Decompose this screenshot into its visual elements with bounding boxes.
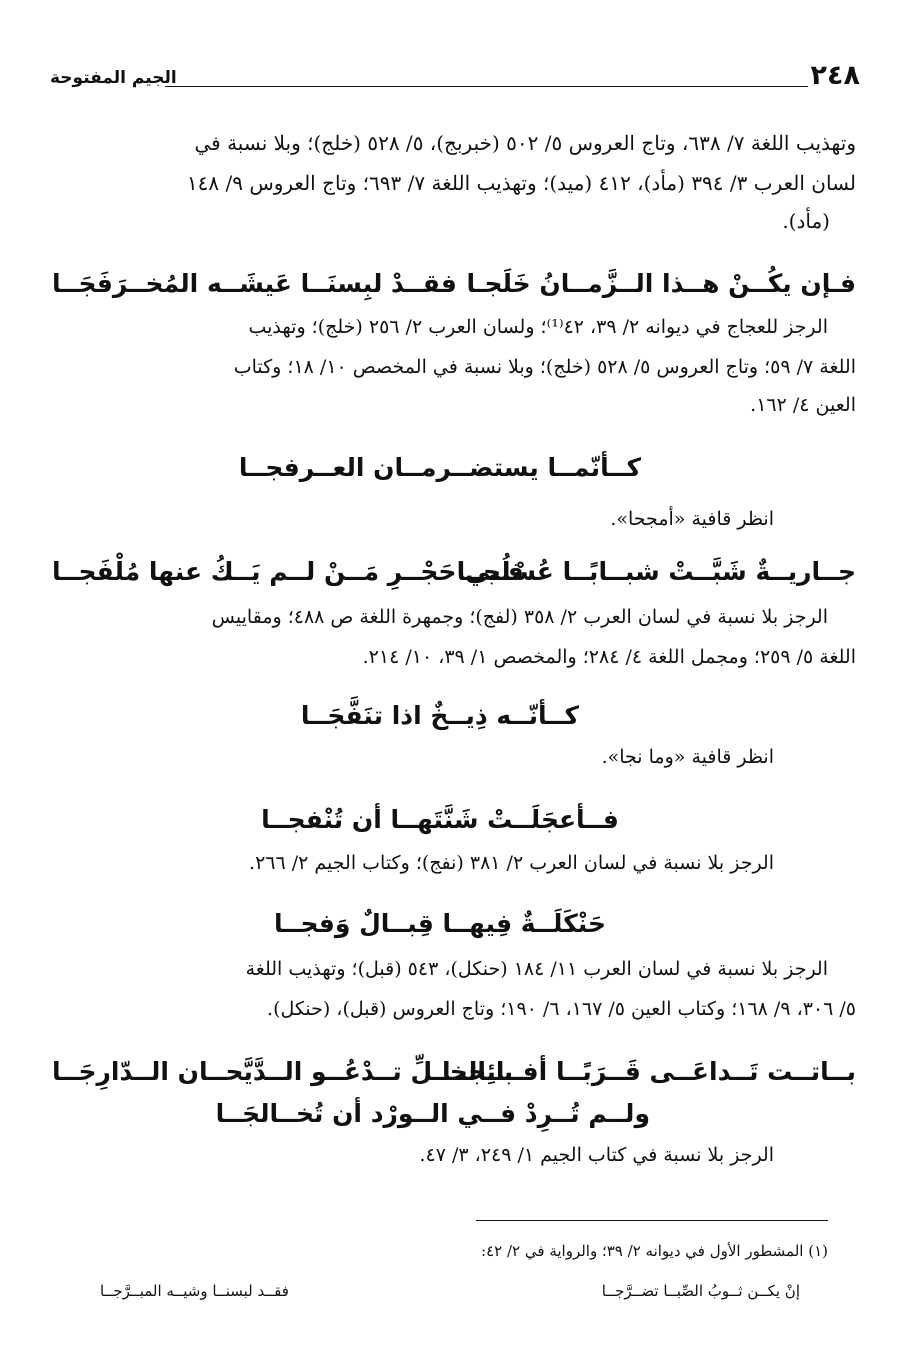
- footnote-text: (١) المشطور الأول في ديوانه ٢/ ٣٩؛ والرواية في ٢/ ٤٢:: [481, 1242, 828, 1260]
- verse-2: كــأنّمــا يستضــرمــان العــرفجــا: [238, 453, 642, 482]
- ref-7-line-1: الرجز بلا نسبة في كتاب الجيم ١/ ٢٤٩، ٣/ ٤٧.: [419, 1144, 774, 1166]
- ref-5-line-1: الرجز بلا نسبة في لسان العرب ٢/ ٣٨١ (نفج)؛ وكتاب الجيم ٢/ ٢٦٦.: [249, 852, 774, 874]
- verse-7-continuation: ولــم تُــرِدْ فــي الــورْد أن تُخــالجَــا: [215, 1099, 650, 1128]
- verse-1-second-hemistich: فقــدْ لبِسنَــا عَيشَــه المُخــرَفَجَــا: [52, 269, 457, 298]
- verse-4: كــأنّــه ذِيــخٌ اذا تنَفَّجَــا: [300, 701, 580, 730]
- ref-6-line-2: ٥/ ٣٠٦، ٩/ ١٦٨؛ وكتاب العين ٥/ ١٦٧، ٦/ ١٩٠؛ وتاج العروس (قبل)، (حنكل).: [267, 998, 856, 1020]
- verse-7-second-hemistich: بــالخــلِّ تــدْعُــو الــدَّيَّحــان الــدّارِجَــا: [52, 1057, 514, 1086]
- verse-3-second-hemistich: فــي حَجْــرِ مَــنْ لــم يَــكُ عنها مُلْفَجــا: [52, 557, 524, 586]
- top-entry-line-2: لسان العرب ٣/ ٣٩٤ (مأد)، ٤١٢ (ميد)؛ وتهذيب اللغة ٧/ ٦٩٣؛ وتاج العروس ٩/ ١٤٨: [186, 171, 856, 195]
- ref-4-line-1: انظر قافية «وما نجا».: [601, 746, 774, 768]
- footnote-rule: [476, 1220, 828, 1221]
- verse-3-first-hemistich: جــاريــةٌ شَبَّــتْ شبــابًــا عُسْلُجــا: [456, 557, 856, 586]
- top-entry-line-3: (مأد).: [782, 209, 830, 233]
- header-rule: [165, 86, 808, 87]
- ref-1-line-3: العين ٤/ ١٦٢.: [750, 394, 856, 416]
- page-number: ٢٤٨: [810, 60, 860, 91]
- top-entry-line-1: وتهذيب اللغة ٧/ ٦٣٨، وتاج العروس ٥/ ٥٠٢ (خبربج)، ٥/ ٥٢٨ (خلج)؛ وبلا نسبة في: [194, 131, 856, 155]
- footnote-verse-first-hemistich: إنْ يكــن ثــوبُ الصِّبــا تضــرَّجــا: [601, 1282, 800, 1300]
- ref-1-line-2: اللغة ٧/ ٥٩؛ وتاج العروس ٥/ ٥٢٨ (خلج)؛ وبلا نسبة في المخصص ١٠/ ١٨؛ وكتاب: [233, 356, 856, 378]
- ref-2-line-1: انظر قافية «أمجحا».: [610, 508, 774, 530]
- verse-7-first-hemistich: بــاتــت تَــداعَــى قَــرَبًــا أفــائِجــا: [441, 1057, 856, 1086]
- ref-3-line-1: الرجز بلا نسبة في لسان العرب ٢/ ٣٥٨ (لفج)؛ وجمهرة اللغة ص ٤٨٨؛ ومقاييس: [211, 606, 828, 628]
- footnote-verse-second-hemistich: فقــد لبسنــا وشيــه المبــرَّجــا: [100, 1282, 289, 1300]
- verse-1-first-hemistich: فـإن يكُــنْ هــذا الــزَّمــانُ خَلَجـا: [466, 269, 856, 298]
- verse-5: فــأعجَلَــتْ شَنَّتَهــا أن تُنْفجــا: [261, 805, 619, 834]
- ref-6-line-1: الرجز بلا نسبة في لسان العرب ١١/ ١٨٤ (حنكل)، ٥٤٣ (قبل)؛ وتهذيب اللغة: [245, 958, 828, 980]
- running-title: الجيم المفتوحة: [50, 68, 177, 88]
- ref-3-line-2: اللغة ٥/ ٢٥٩؛ ومجمل اللغة ٤/ ٢٨٤؛ والمخصص ١/ ٣٩، ١٠/ ٢١٤.: [362, 646, 856, 668]
- ref-1-line-1: الرجز للعجاج في ديوانه ٢/ ٣٩، ٤٢⁽¹⁾؛ ولسان العرب ٢/ ٢٥٦ (خلج)؛ وتهذيب: [248, 316, 828, 338]
- verse-6: حَنْكَلَــةٌ فِيهــا قِبــالٌ وَفجــا: [273, 909, 607, 938]
